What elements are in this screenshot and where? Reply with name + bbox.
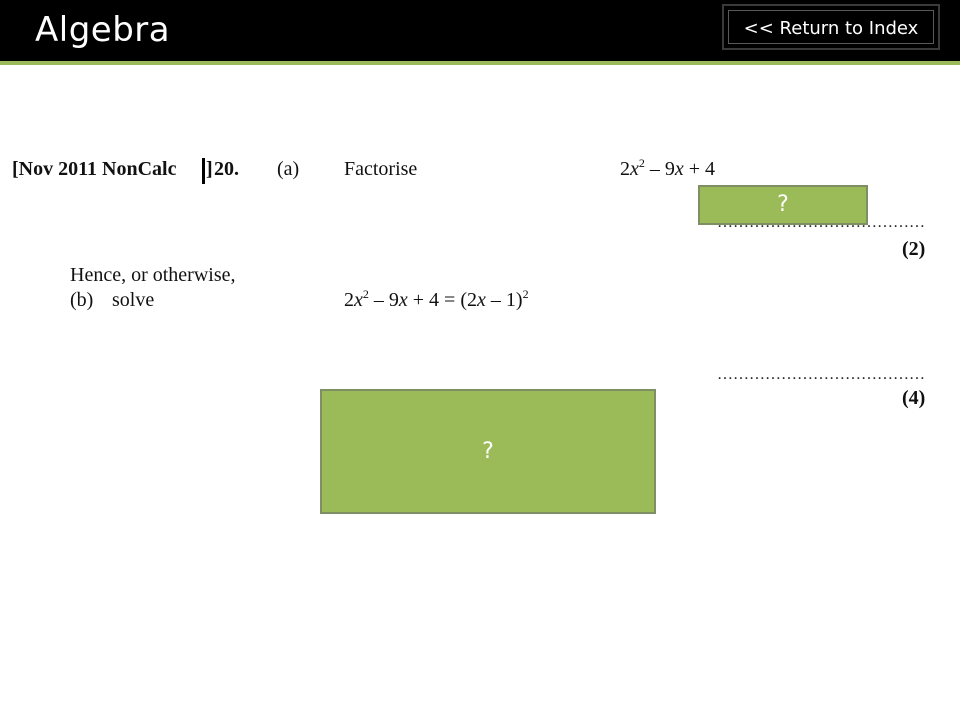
part-a-instruction: Factorise — [344, 158, 418, 180]
part-b-instruction: solve — [112, 289, 155, 311]
part-a-expression: $2x^2 - 9x + 4$ — [620, 156, 716, 180]
reveal-answer-a-label: ? — [777, 192, 789, 217]
reveal-answer-b-label: ? — [482, 439, 494, 464]
part-b-label: (b) — [70, 289, 94, 311]
text-cursor — [202, 158, 205, 184]
page-title: Algebra — [35, 10, 171, 50]
reveal-answer-b-button[interactable] — [320, 389, 656, 514]
part-b-marks: (4) — [902, 387, 926, 409]
question-source-close: ] — [206, 158, 213, 180]
return-to-index-label: << Return to Index — [728, 10, 934, 44]
question-number: 20. — [214, 158, 239, 180]
part-b-equation: $2x^2 - 9x + 4 = (2x - 1)^2$ — [344, 287, 529, 311]
question-source: [Nov 2011 NonCalc — [12, 158, 177, 180]
part-a-marks: (2) — [902, 238, 926, 260]
return-to-index-button[interactable] — [722, 4, 940, 50]
answer-line-b: ………………………………… — [717, 366, 925, 383]
answer-line-a: ………………………………… — [717, 214, 925, 231]
header-divider — [0, 61, 960, 65]
hence-text: Hence, or otherwise, — [70, 264, 236, 286]
part-a-label: (a) — [277, 158, 300, 180]
